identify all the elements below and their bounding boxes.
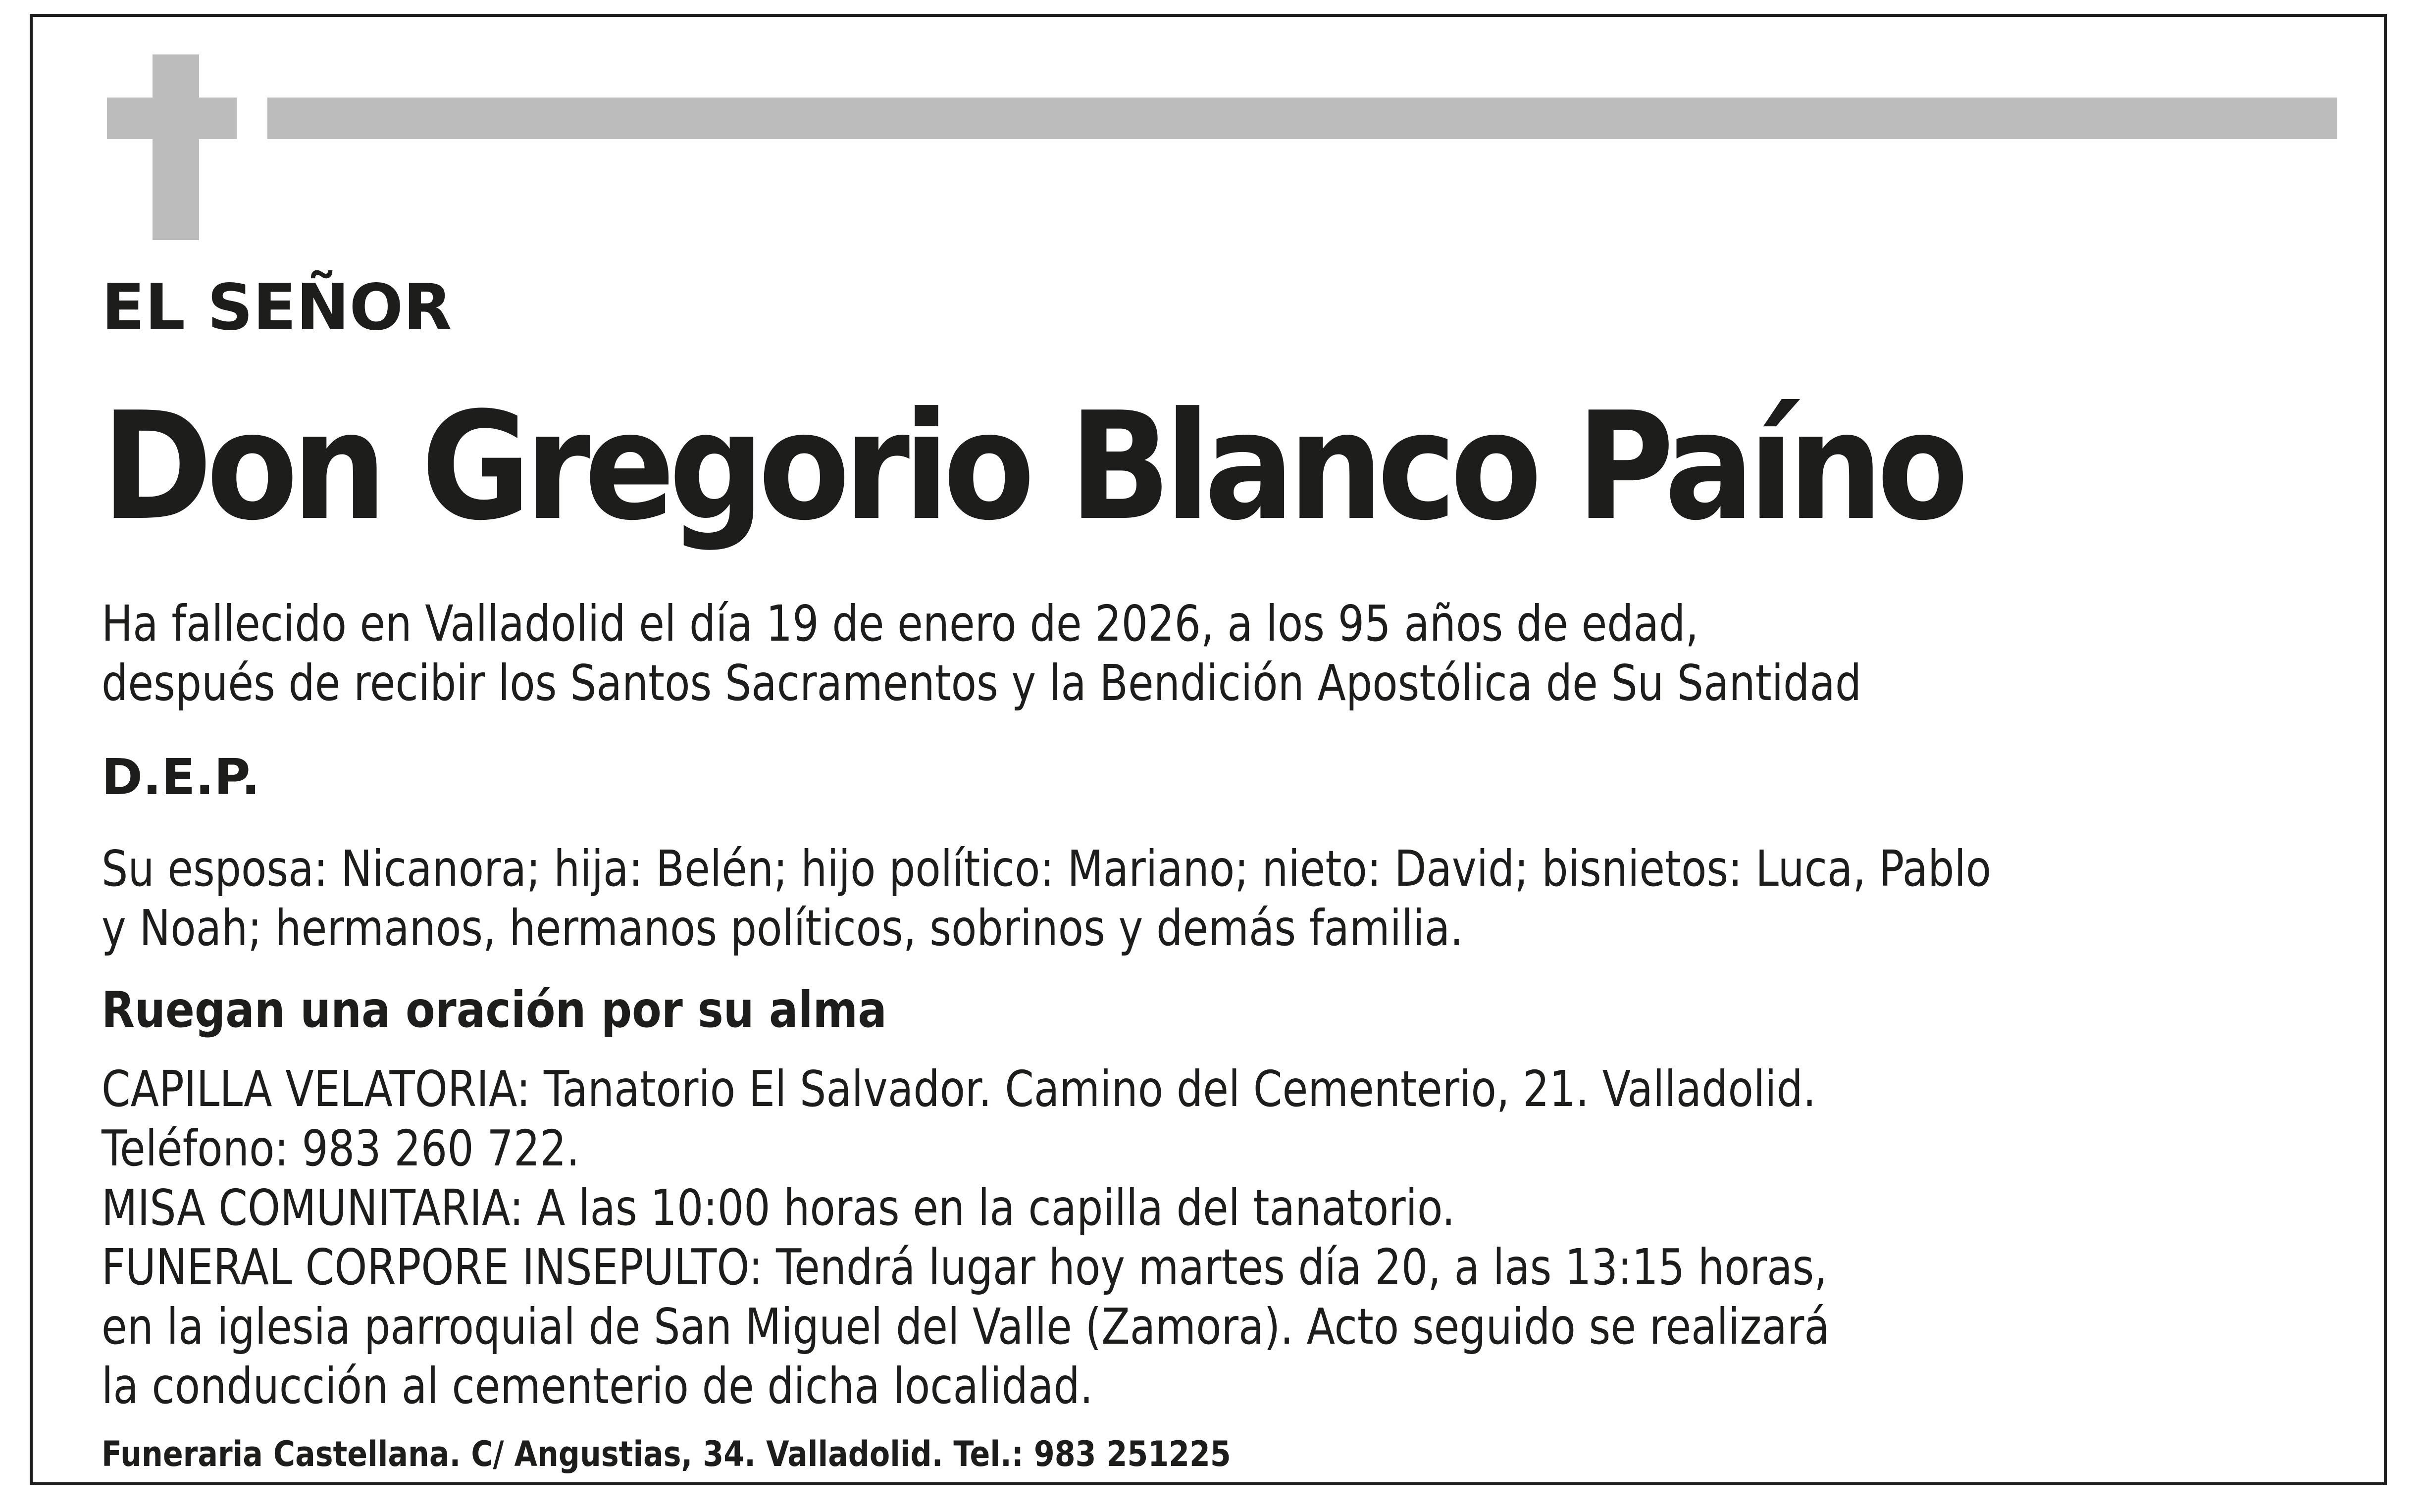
- prayer-request: Ruegan una oración por su alma: [102, 981, 887, 1039]
- family-line: y Noah; hermanos, hermanos políticos, sobrinos y demás familia.: [102, 899, 1463, 957]
- header-rule: [267, 98, 2337, 139]
- announcement-line: después de recibir los Santos Sacramentos y la Bendición Apostólica de Su Santidad: [102, 654, 1862, 712]
- announcement: [102, 594, 1861, 713]
- dep-abbreviation: D.E.P.: [102, 748, 260, 806]
- service-line: MISA COMUNITARIA: A las 10:00 horas en la capilla del tanatorio.: [102, 1179, 1455, 1237]
- service-details: [102, 1059, 1830, 1416]
- honorific: EL SEÑOR: [102, 271, 452, 345]
- deceased-name: Don Gregorio Blanco Paíno: [102, 380, 1963, 553]
- funeral-home-footer: Funeraria Castellana. C/ Angustias, 34. Valladolid. Tel.: 983 251225: [102, 1434, 1231, 1474]
- service-line: la conducción al cementerio de dicha localidad.: [102, 1357, 1093, 1415]
- cross-vertical-bar: [153, 54, 199, 240]
- family-line: Su esposa: Nicanora; hija: Belén; hijo político: Mariano; nieto: David; bisnietos: Luca, Pablo: [102, 840, 1992, 898]
- service-line: Teléfono: 983 260 722.: [102, 1119, 580, 1177]
- family-list: [102, 839, 1991, 958]
- service-line: FUNERAL CORPORE INSEPULTO: Tendrá lugar hoy martes día 20, a las 13:15 horas,: [102, 1238, 1828, 1296]
- cross-horizontal-bar: [107, 98, 237, 139]
- service-line: CAPILLA VELATORIA: Tanatorio El Salvador. Camino del Cementerio, 21. Valladolid.: [102, 1060, 1816, 1118]
- service-line: en la iglesia parroquial de San Miguel del Valle (Zamora). Acto seguido se realizará: [102, 1298, 1830, 1356]
- announcement-line: Ha fallecido en Valladolid el día 19 de enero de 2026, a los 95 años de edad,: [102, 595, 1699, 653]
